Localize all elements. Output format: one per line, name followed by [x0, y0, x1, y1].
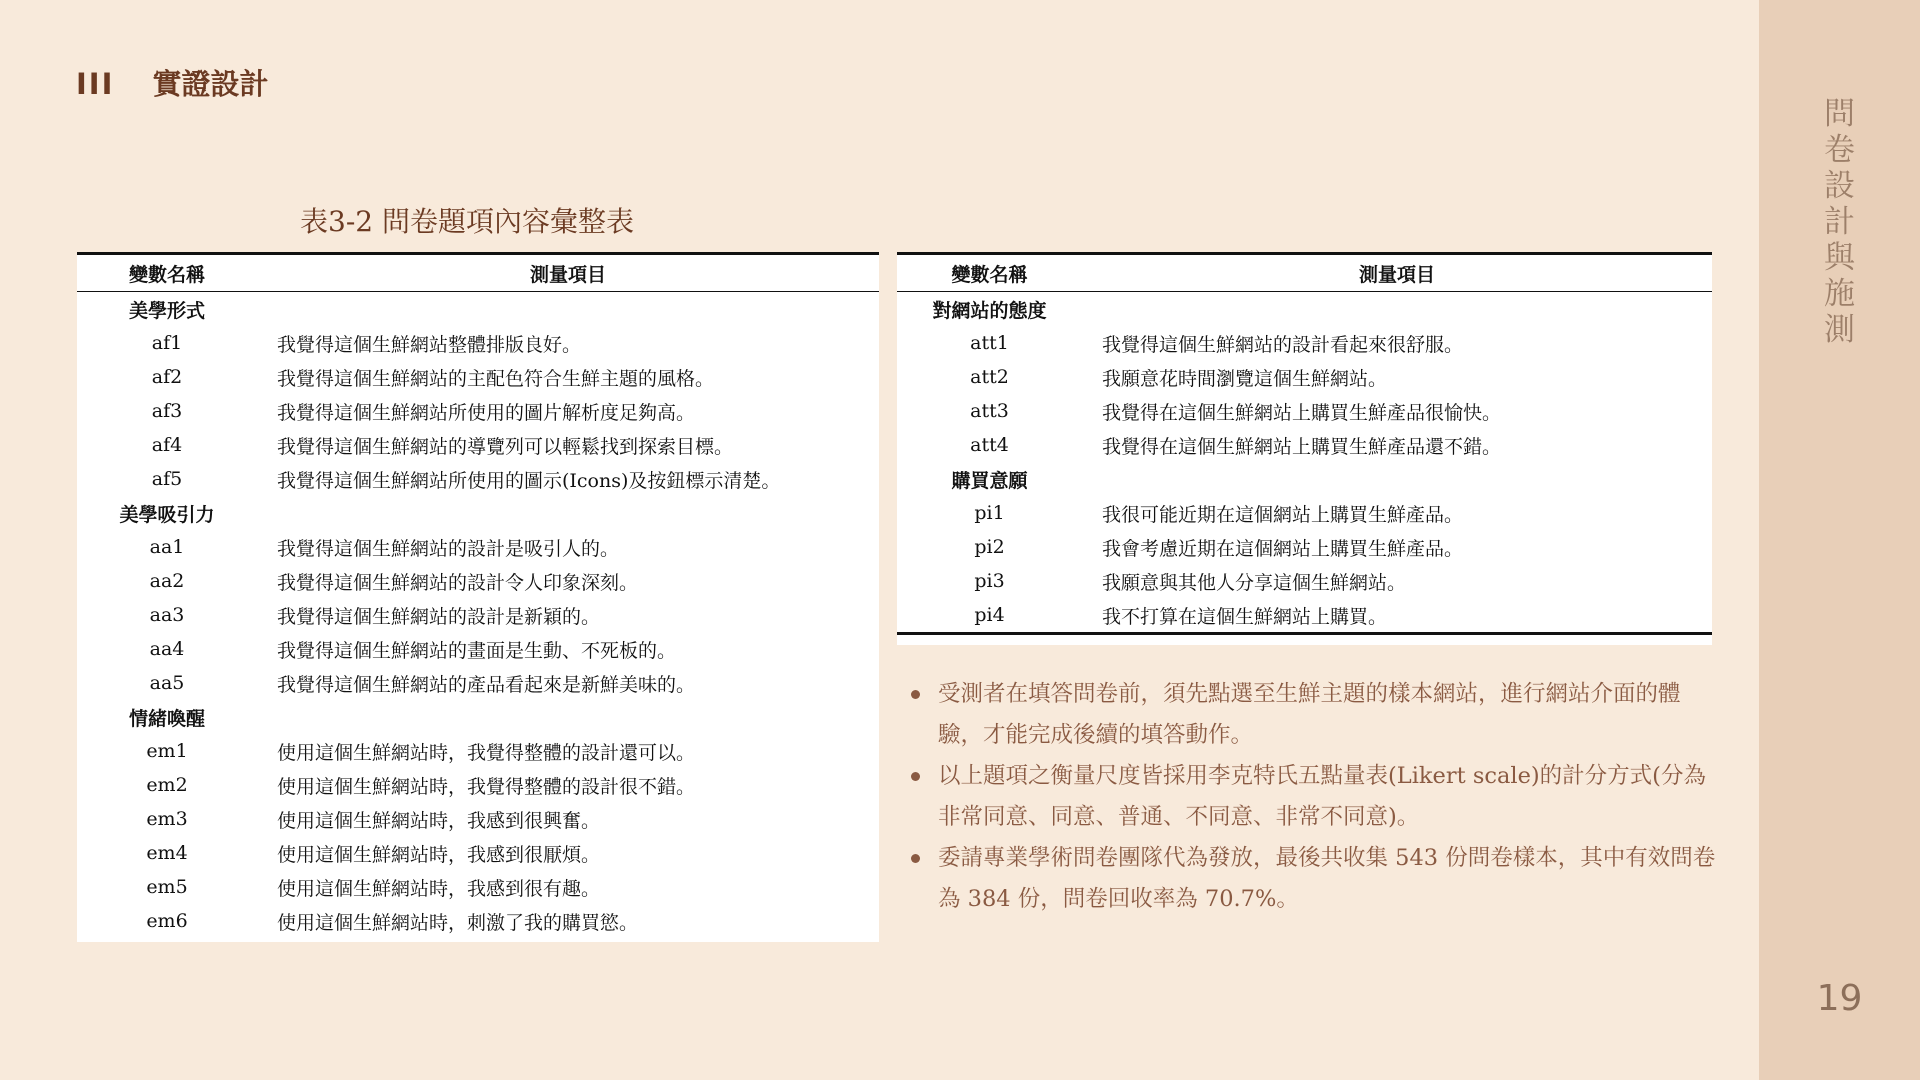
sidebar-title-char: 問	[1824, 96, 1855, 132]
item-code: af5	[151, 468, 183, 490]
item-code: em4	[146, 842, 188, 864]
column-header-item: 測量項目	[257, 254, 879, 292]
table-row	[897, 394, 1712, 428]
item-text: 我覺得這個生鮮網站整體排版良好。	[277, 333, 582, 356]
section-title: 實證設計	[152, 67, 269, 101]
item-code: em5	[146, 876, 188, 898]
note-text: 委請專業學術問卷團隊代為發放，最後共收集 543 份問卷樣本，其中有效問卷為 384 份，問卷回收率為 70.7%。	[938, 845, 1716, 912]
column-header-variable: 變數名稱	[77, 254, 257, 292]
item-text: 使用這個生鮮網站時，我感到很有趣。	[277, 877, 601, 900]
note-text: 以上題項之衡量尺度皆採用李克特氏五點量表(Likert scale)的計分方式(分為非常同意、同意、普通、不同意、非常不同意)。	[938, 763, 1706, 830]
table-group-row	[77, 700, 879, 734]
table-group-row	[77, 496, 879, 530]
right-table-panel	[897, 252, 1712, 645]
note-item	[905, 838, 1720, 920]
table-row	[897, 564, 1712, 598]
table-group-row	[897, 462, 1712, 496]
note-item	[905, 674, 1720, 756]
note-text: 受測者在填答問卷前，須先點選至生鮮主題的樣本網站，進行網站介面的體驗，才能完成後續的填答動作。	[938, 681, 1681, 748]
item-text	[257, 292, 879, 327]
item-text: 我願意花時間瀏覽這個生鮮網站。	[1102, 367, 1388, 390]
item-code: af4	[151, 434, 183, 456]
item-text: 我覺得這個生鮮網站的主配色符合生鮮主題的風格。	[277, 367, 715, 390]
table-group-row	[897, 292, 1712, 327]
note-item	[905, 756, 1720, 838]
bullet-dot-icon	[911, 854, 920, 863]
table-row	[77, 462, 879, 496]
table-row	[77, 904, 879, 938]
table-row	[77, 870, 879, 904]
notes-list	[905, 674, 1720, 920]
table-row	[77, 326, 879, 360]
table-group-row	[77, 292, 879, 327]
table-row	[77, 666, 879, 700]
table-header-row	[77, 254, 879, 292]
item-text	[257, 496, 879, 530]
table-row	[77, 802, 879, 836]
item-text: 我覺得這個生鮮網站的設計是吸引人的。	[277, 537, 620, 560]
item-code: aa4	[149, 638, 185, 660]
table-row	[897, 360, 1712, 394]
section-number: III	[76, 67, 115, 101]
table-row	[77, 360, 879, 394]
item-text: 我覺得這個生鮮網站的設計是新穎的。	[277, 605, 601, 628]
item-text: 使用這個生鮮網站時，我覺得整體的設計很不錯。	[277, 775, 696, 798]
sidebar-title-char: 卷	[1824, 132, 1855, 168]
group-label: 情緒喚醒	[128, 707, 205, 730]
item-text: 使用這個生鮮網站時，刺激了我的購買慾。	[277, 911, 639, 934]
table-row	[77, 768, 879, 802]
sidebar-title-char: 測	[1824, 312, 1855, 348]
sidebar-title-char: 設	[1824, 168, 1855, 204]
table-row	[77, 598, 879, 632]
item-code: pi1	[974, 502, 1005, 524]
sidebar-title-char: 施	[1824, 276, 1855, 312]
item-code: pi2	[974, 536, 1005, 558]
table-row	[897, 326, 1712, 360]
item-text	[257, 700, 879, 734]
item-text: 我覺得這個生鮮網站的設計看起來很舒服。	[1102, 333, 1464, 356]
item-text: 我覺得這個生鮮網站的設計令人印象深刻。	[277, 571, 639, 594]
item-code: aa3	[149, 604, 185, 626]
item-code: att3	[970, 400, 1009, 422]
item-code: em1	[146, 740, 188, 762]
left-table-panel	[77, 252, 879, 942]
table-row	[77, 564, 879, 598]
sidebar	[1759, 0, 1920, 1080]
item-text: 使用這個生鮮網站時，我感到很興奮。	[277, 809, 601, 832]
item-text: 我願意與其他人分享這個生鮮網站。	[1102, 571, 1407, 594]
right-table	[897, 252, 1712, 635]
item-code: em6	[146, 910, 188, 932]
table-row	[77, 632, 879, 666]
item-code: em3	[146, 808, 188, 830]
item-code: af3	[151, 400, 183, 422]
item-text: 我覺得在這個生鮮網站上購買生鮮產品還不錯。	[1102, 435, 1502, 458]
item-code: aa2	[149, 570, 185, 592]
item-code: att1	[970, 332, 1009, 354]
left-table	[77, 252, 879, 938]
table-row	[897, 428, 1712, 462]
bullet-dot-icon	[911, 690, 920, 699]
group-label: 美學吸引力	[119, 503, 215, 526]
group-label: 購買意願	[951, 469, 1028, 492]
item-code: aa5	[149, 672, 185, 694]
sidebar-title	[1759, 96, 1920, 348]
item-code: att2	[970, 366, 1009, 388]
item-code: em2	[146, 774, 188, 796]
item-text: 我覺得這個生鮮網站所使用的圖片解析度足夠高。	[277, 401, 696, 424]
table-row	[77, 734, 879, 768]
item-code: pi3	[974, 570, 1005, 592]
page-number: 19	[1816, 978, 1863, 1019]
section-heading	[76, 62, 269, 103]
column-header-variable: 變數名稱	[897, 254, 1082, 292]
table-row	[77, 530, 879, 564]
sidebar-title-char: 計	[1824, 204, 1855, 240]
table-row	[897, 496, 1712, 530]
item-text	[1082, 292, 1712, 327]
item-text: 我覺得這個生鮮網站的畫面是生動、不死板的。	[277, 639, 677, 662]
item-text: 使用這個生鮮網站時，我覺得整體的設計還可以。	[277, 741, 696, 764]
item-text: 我不打算在這個生鮮網站上購買。	[1082, 598, 1712, 634]
item-code: aa1	[149, 536, 185, 558]
item-code: att4	[970, 434, 1009, 456]
table-row	[77, 836, 879, 870]
item-text: 我會考慮近期在這個網站上購買生鮮產品。	[1102, 537, 1464, 560]
item-text: 使用這個生鮮網站時，我感到很厭煩。	[277, 843, 601, 866]
item-text: 我很可能近期在這個網站上購買生鮮產品。	[1102, 503, 1464, 526]
item-text	[1082, 462, 1712, 496]
item-text: 我覺得這個生鮮網站的產品看起來是新鮮美味的。	[277, 673, 696, 696]
item-text: 我覺得這個生鮮網站所使用的圖示(Icons)及按鈕標示清楚。	[277, 469, 781, 492]
item-text: 我覺得這個生鮮網站的導覽列可以輕鬆找到探索目標。	[277, 435, 734, 458]
sidebar-title-char: 與	[1824, 240, 1855, 276]
group-label: 對網站的態度	[932, 299, 1047, 322]
item-text: 我覺得在這個生鮮網站上購買生鮮產品很愉快。	[1102, 401, 1502, 424]
table-caption: 表3-2 問卷題項內容彙整表	[300, 205, 634, 238]
column-header-item: 測量項目	[1082, 254, 1712, 292]
item-code: pi4	[897, 598, 1082, 634]
group-label: 美學形式	[128, 299, 205, 322]
table-row	[77, 394, 879, 428]
item-code: af2	[151, 366, 183, 388]
bullet-dot-icon	[911, 772, 920, 781]
table-row	[897, 598, 1712, 634]
item-code: af1	[151, 332, 183, 354]
table-header-row	[897, 254, 1712, 292]
table-row	[897, 530, 1712, 564]
table-row	[77, 428, 879, 462]
